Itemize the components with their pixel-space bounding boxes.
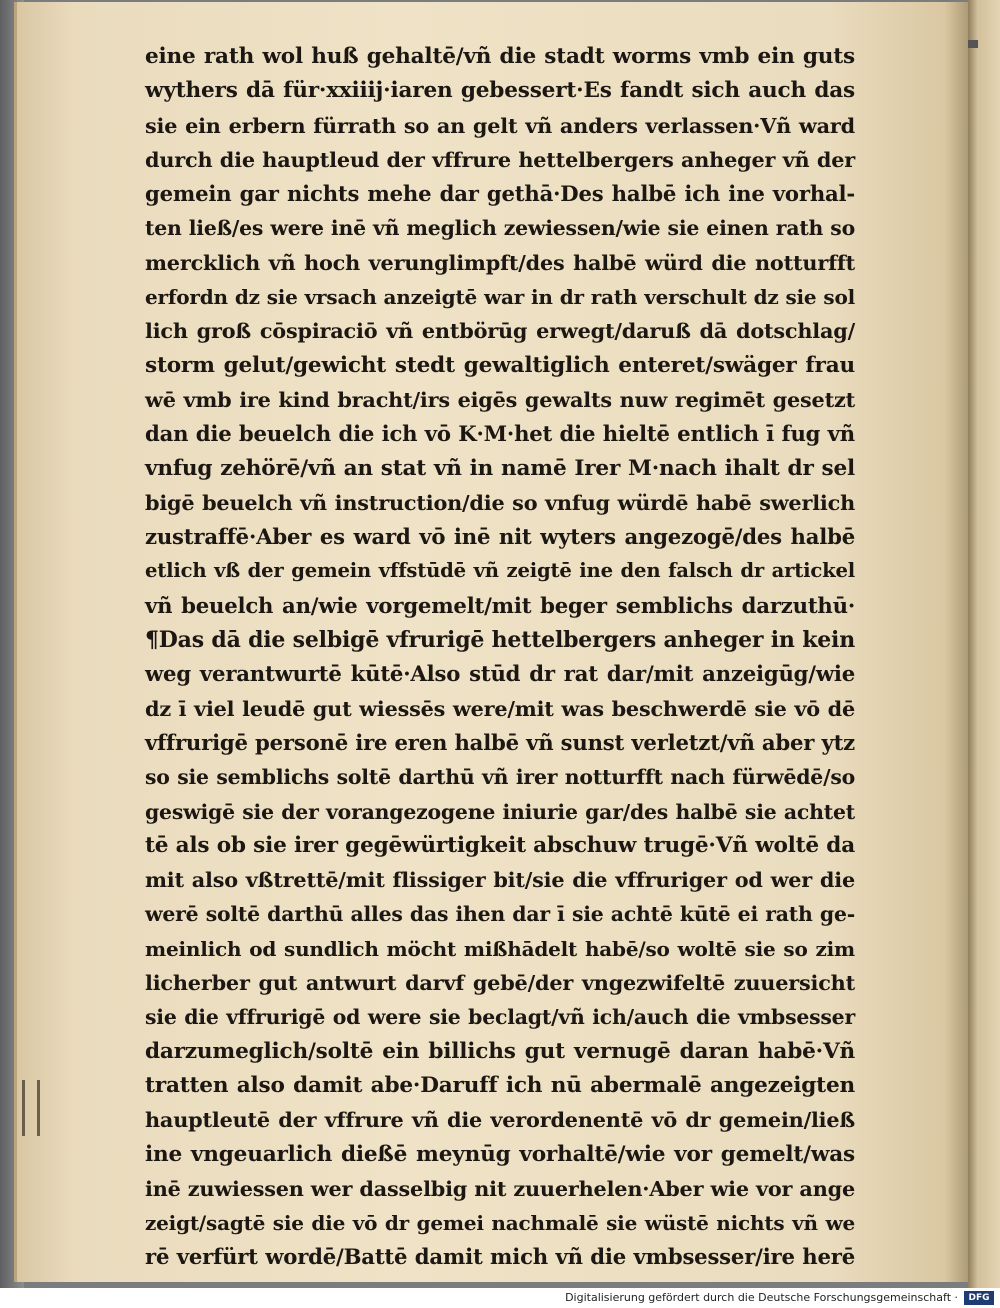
text-line: eine rath wol huß gehaltē/vñ die stadt worms vmb ein guts (145, 44, 855, 69)
text-line: ten ließ/es were inē vñ meglich zewiessen/wie sie einen rath so (145, 216, 855, 241)
text-line: darzumeglich/soltē ein billichs gut vernugē daran habē·Vñ (145, 1038, 855, 1064)
text-line: sie ein erbern fürrath so an gelt vñ anders verlassen·Vñ ward (145, 112, 855, 138)
text-line: sie die vffrurigē od were sie beclagt/vñ ich/auch die vmbsesser (145, 1005, 855, 1030)
text-line: durch die hauptleud der vffrure hettelbergers anheger vñ der (145, 146, 855, 172)
text-line: meinlich od sundlich möcht mißhādelt habē/so woltē sie so zim (145, 936, 855, 961)
text-line: vffrurigē personē ire eren halbē vñ sunst verletzt/vñ aber ytz (145, 729, 855, 755)
text-line: weg verantwurtē kūtē·Also stūd dr rat dar/mit anzeigūg/wie (145, 661, 855, 687)
text-line: storm gelut/gewicht stedt gewaltiglich enteret/swäger frau (145, 352, 855, 378)
text-line: vnfug zehörē/vñ an stat vñ in namē Irer M·nach ihalt dr sel (145, 455, 855, 481)
dfg-logo: DFG (964, 1291, 994, 1305)
text-line: wē vmb ire kind bracht/irs eigēs gewalts nuw regimēt gesetzt (145, 386, 855, 412)
text-line: dz ī viel leudē gut wiessēs were/mit was beschwerdē sie vō dē (145, 695, 855, 721)
text-line: inē zuwiessen wer dasselbig nit zuuerhelen·Aber wie vor ange (145, 1175, 855, 1201)
text-line: gemein gar nichts mehe dar gethā·Des halbē ich ine vorhal- (145, 181, 855, 207)
text-block (145, 40, 855, 1275)
text-line: licherber gut antwurt darvf gebē/der vngezwifeltē zuuersicht (145, 970, 855, 996)
text-line: so sie semblichs soltē darthū vñ irer notturfft nach fürwēdē/so (145, 765, 855, 790)
text-line: mercklich vñ hoch verunglimpft/des halbē würd die notturfft (145, 249, 855, 275)
text-line: lich groß cōspiraciō vñ entbörūg erwegt/daruß dā dotschlag/ (145, 318, 855, 344)
text-line: tratten also damit abe·Daruff ich nū abermalē angezeigten (145, 1072, 855, 1098)
text-line: hauptleutē der vffrure vñ die verordenentē vō dr gemein/ließ (145, 1107, 855, 1133)
text-line: ine vngeuarlich dießē meynūg vorhaltē/wie vor gemelt/was (145, 1141, 855, 1167)
text-line: werē soltē darthū alles das ihen dar ī sie achtē kūtē ei rath ge- (145, 902, 855, 927)
text-line: ¶Das dā die selbigē vfrurigē hettelbergers anheger in kein (145, 627, 855, 654)
footer-credit: Digitalisierung gefördert durch die Deutsche Forschungsgemeinschaft · (565, 1291, 958, 1304)
text-line: vñ beuelch an/wie vorgemelt/mit beger semblichs darzuthū· (145, 592, 855, 618)
text-line: dan die beuelch die ich vō K·M·het die hieltē entlich ī fug vñ (145, 421, 855, 447)
page-right (968, 0, 1000, 1288)
margin-mark (22, 1080, 40, 1136)
text-line: wythers dā für·xxiiij·iaren gebessert·Es fandt sich auch das (145, 78, 855, 104)
text-line: erfordn dz sie vrsach anzeigtē war in dr rath verschult dz sie sol (145, 285, 855, 310)
page-clip (968, 40, 978, 48)
text-line: zustraffē·Aber es ward vō inē nit wyters angezogē/des halbē (145, 524, 855, 550)
text-line: rē verfürt wordē/Battē damit mich vñ die vmbsesser/ire herē (145, 1244, 855, 1270)
text-line: zeigt/sagtē sie die vō dr gemei nachmalē sie wüstē nichts vñ we (145, 1211, 855, 1236)
text-line: tē als ob sie irer gegēwürtigkeit abschuw trugē·Vñ woltē da (145, 832, 855, 858)
text-line: etlich vß der gemein vffstūdē vñ zeigtē ine den falsch dr artickel (145, 559, 855, 583)
text-line: geswigē sie der vorangezogene iniurie gar/des halbē sie achtet (145, 799, 855, 824)
text-line: bigē beuelch vñ instruction/die so vnfug würdē habē swerlich (145, 489, 855, 515)
text-line: mit also vßtrettē/mit flissiger bit/sie die vffruriger od wer die (145, 867, 855, 893)
